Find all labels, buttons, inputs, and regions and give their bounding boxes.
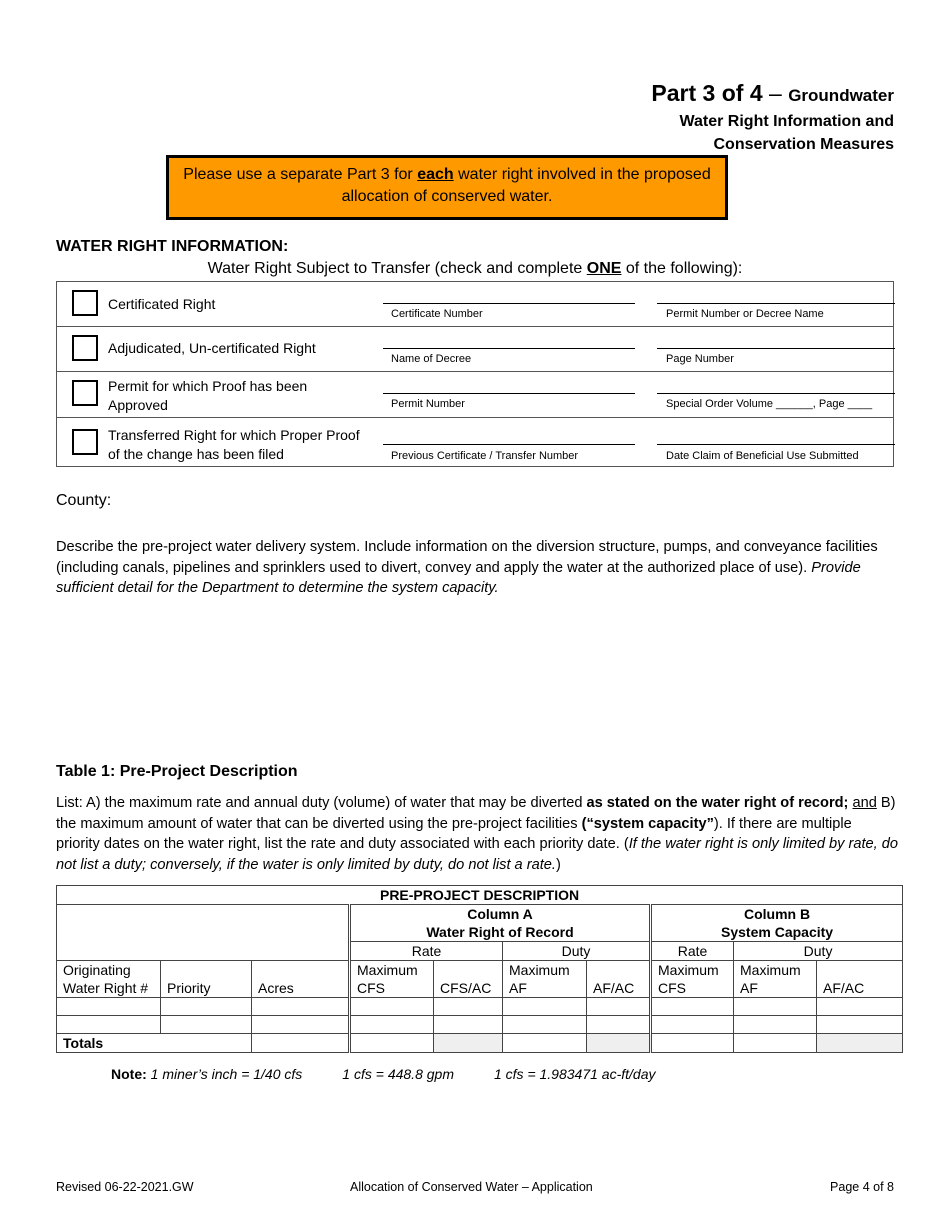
right-type-row: Transferred Right for which Proper Proof of the change has been filed Previous Certificate / Transfer Number Date Claim of Beneficial Use Submitted bbox=[57, 418, 893, 468]
right-type-row: Certificated Right Certificate Number Permit Number or Decree Name bbox=[57, 282, 893, 327]
total-max-cfs-a-cell[interactable] bbox=[350, 1034, 434, 1053]
water-right-type-table bbox=[56, 281, 894, 467]
footer-page-number: Page 4 of 8 bbox=[830, 1180, 894, 1194]
table-title-row bbox=[57, 886, 903, 905]
input-cell[interactable] bbox=[252, 998, 350, 1016]
totals-row bbox=[57, 1034, 903, 1053]
transfer-instruction: Water Right Subject to Transfer (check and complete ONE of the following): bbox=[207, 260, 743, 277]
shaded-cell bbox=[587, 1034, 651, 1053]
permit-proof-approved-checkbox[interactable] bbox=[72, 380, 98, 406]
priority-header: Priority bbox=[161, 961, 252, 998]
max-af-header-b: Maximum AF bbox=[734, 961, 817, 998]
max-af-header-a: Maximum AF bbox=[503, 961, 587, 998]
rate-header-b: Rate bbox=[651, 942, 734, 961]
footer-title: Allocation of Conserved Water – Application bbox=[350, 1180, 593, 1194]
input-cell[interactable] bbox=[161, 998, 252, 1016]
originating-header: Originating Water Right # bbox=[57, 961, 161, 998]
pre-project-table bbox=[56, 885, 903, 1053]
duty-header-b: Duty bbox=[734, 942, 903, 961]
shaded-cell bbox=[434, 1034, 503, 1053]
part-heading: Part 3 of 4 – Groundwater bbox=[651, 80, 894, 106]
af-ac-header-b: AF/AC bbox=[817, 961, 903, 998]
input-cell[interactable] bbox=[734, 998, 817, 1016]
table-row bbox=[57, 1016, 903, 1034]
input-cell[interactable] bbox=[57, 1016, 161, 1034]
permit-number-or-decree-field[interactable] bbox=[657, 303, 895, 304]
input-cell[interactable] bbox=[734, 1016, 817, 1034]
blank-header-cell bbox=[57, 905, 350, 961]
total-acres-cell[interactable] bbox=[252, 1034, 350, 1053]
transferred-right-checkbox[interactable] bbox=[72, 429, 98, 455]
af-ac-header-a: AF/AC bbox=[587, 961, 651, 998]
input-cell[interactable] bbox=[434, 998, 503, 1016]
describe-system-text: Describe the pre-project water delivery system. Include information on the diversion structure, pumps, and conveyance facilities (including canals, pipelines and sprinklers used to divert, convey and apply the water at the authorized place of use). Provide sufficient detail for the Department to determine the system capacity. bbox=[56, 539, 878, 596]
total-max-af-a-cell[interactable] bbox=[503, 1034, 587, 1053]
input-cell[interactable] bbox=[161, 1016, 252, 1034]
county-label: County: bbox=[56, 492, 112, 509]
input-cell[interactable] bbox=[817, 1016, 903, 1034]
input-cell[interactable] bbox=[503, 1016, 587, 1034]
section-subtitle: Water Right Information and Conservation Measures bbox=[679, 113, 894, 153]
input-cell[interactable] bbox=[350, 998, 434, 1016]
input-cell[interactable] bbox=[434, 1016, 503, 1034]
column-header-row bbox=[57, 961, 903, 998]
previous-certificate-field[interactable] bbox=[383, 444, 635, 445]
input-cell[interactable] bbox=[651, 998, 734, 1016]
certificated-right-checkbox[interactable] bbox=[72, 290, 98, 316]
input-cell[interactable] bbox=[587, 1016, 651, 1034]
total-max-cfs-b-cell[interactable] bbox=[651, 1034, 734, 1053]
max-cfs-header-a: Maximum CFS bbox=[350, 961, 434, 998]
right-type-row: Permit for which Proof has been Approved Permit Number Special Order Volume ______, Page ____ bbox=[57, 372, 893, 418]
page-number-field[interactable] bbox=[657, 348, 895, 349]
total-max-af-b-cell[interactable] bbox=[734, 1034, 817, 1053]
input-cell[interactable] bbox=[350, 1016, 434, 1034]
conversion-note: Note: 1 miner’s inch = 1/40 cfs 1 cfs = 448.8 gpm 1 cfs = 1.983471 ac-ft/day bbox=[111, 1066, 656, 1082]
special-order-volume-field[interactable] bbox=[657, 393, 895, 394]
table1-title: Table 1: Pre-Project Description bbox=[56, 763, 298, 780]
date-claim-field[interactable] bbox=[657, 444, 895, 445]
name-of-decree-field[interactable] bbox=[383, 348, 635, 349]
water-right-info-heading: WATER RIGHT INFORMATION: bbox=[56, 238, 289, 255]
duty-header-a: Duty bbox=[503, 942, 651, 961]
column-group-row bbox=[57, 905, 903, 942]
certificate-number-field[interactable] bbox=[383, 303, 635, 304]
column-a-header: Column A Water Right of Record bbox=[350, 905, 651, 942]
input-cell[interactable] bbox=[503, 998, 587, 1016]
table-title: PRE-PROJECT DESCRIPTION bbox=[57, 886, 903, 905]
adjudicated-right-checkbox[interactable] bbox=[72, 335, 98, 361]
max-cfs-header-b: Maximum CFS bbox=[651, 961, 734, 998]
column-b-header: Column B System Capacity bbox=[651, 905, 903, 942]
input-cell[interactable] bbox=[817, 998, 903, 1016]
instruction-banner: Please use a separate Part 3 for each water right involved in the proposed allocation of conserved water. bbox=[166, 155, 728, 220]
right-type-row: Adjudicated, Un-certificated Right Name of Decree Page Number bbox=[57, 327, 893, 372]
table-row bbox=[57, 998, 903, 1016]
input-cell[interactable] bbox=[252, 1016, 350, 1034]
table1-instructions: List: A) the maximum rate and annual duty (volume) of water that may be diverted as stated on the water right of record; and B) the maximum amount of water that can be diverted using the pre-project facilities (“system capacity”). If there are multiple priority dates on the water right, list the rate and duty associated with each priority date. (If the water right is only limited by rate, do not list a duty; conversely, if the water is only limited by duty, do not list a rate.) bbox=[56, 795, 898, 873]
input-cell[interactable] bbox=[57, 998, 161, 1016]
input-cell[interactable] bbox=[651, 1016, 734, 1034]
totals-label: Totals bbox=[57, 1034, 252, 1053]
shaded-cell bbox=[817, 1034, 903, 1053]
acres-header: Acres bbox=[252, 961, 350, 998]
permit-number-field[interactable] bbox=[383, 393, 635, 394]
cfs-ac-header: CFS/AC bbox=[434, 961, 503, 998]
input-cell[interactable] bbox=[587, 998, 651, 1016]
footer-revision: Revised 06-22-2021.GW bbox=[56, 1180, 194, 1194]
rate-header-a: Rate bbox=[350, 942, 503, 961]
